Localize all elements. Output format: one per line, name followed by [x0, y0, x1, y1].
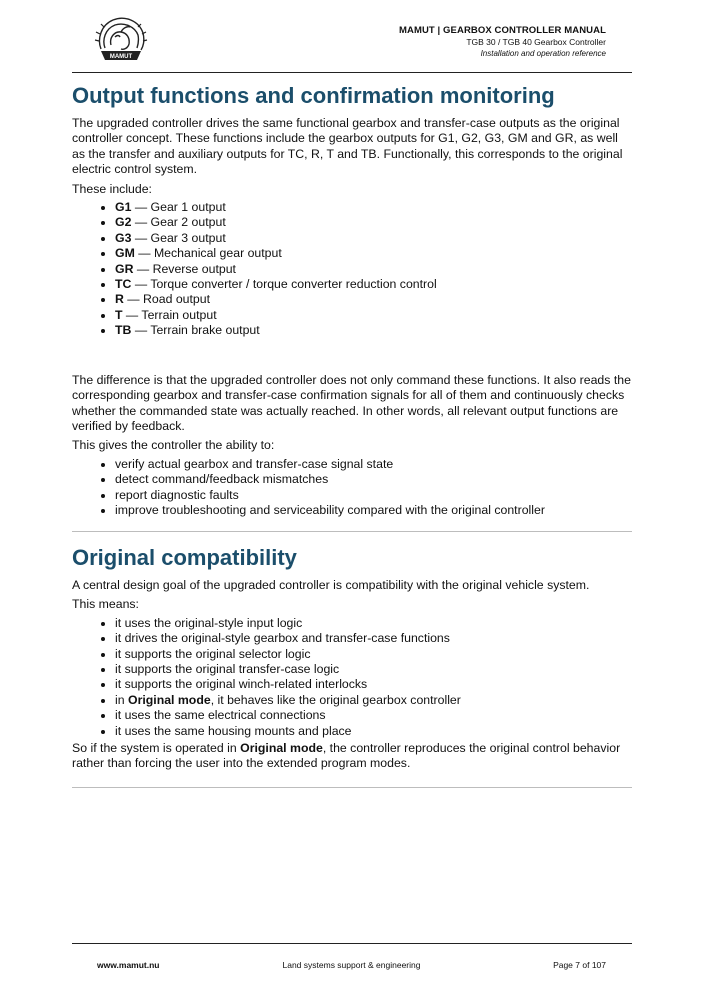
section-heading-output-functions: Output functions and confirmation monitoring	[72, 83, 555, 108]
list-item: • G1 — Gear 1 output	[115, 200, 632, 215]
list-item: • TB — Terrain brake output	[115, 323, 632, 338]
ability-intro: This gives the controller the ability to:	[72, 438, 275, 453]
section2-closing: So if the system is operated in Original mode, the controller reproduces the original control behavior rather than forcing the user into the extended program modes.	[72, 741, 621, 771]
list-item: • GR — Reverse output	[115, 262, 632, 277]
list-item: • detect command/feedback mismatches	[115, 472, 632, 487]
page-header	[399, 24, 606, 59]
ability-list	[72, 457, 632, 519]
list-item: • it uses the same housing mounts and place	[115, 724, 632, 739]
list-item: • improve troubleshooting and serviceability compared with the original controller	[115, 503, 632, 518]
footer-page-number: Page 7 of 107	[553, 960, 606, 970]
list-item: • verify actual gearbox and transfer-case signal state	[115, 457, 632, 472]
means-intro: This means:	[72, 597, 139, 612]
footer-website: www.mamut.nu	[97, 960, 160, 970]
section-heading-original-compatibility: Original compatibility	[72, 545, 297, 570]
compatibility-list	[72, 616, 632, 739]
header-note: Installation and operation reference	[480, 49, 606, 58]
footer-divider	[72, 943, 632, 944]
list-item: • GM — Mechanical gear output	[115, 246, 632, 261]
list-item: • it supports the original selector logic	[115, 647, 632, 662]
company-logo	[93, 15, 149, 63]
section1-intro: These include:	[72, 181, 152, 196]
header-divider	[72, 72, 632, 73]
logo-text: MAMUT	[109, 54, 133, 60]
list-item: • it uses the original-style input logic	[115, 616, 632, 631]
output-list	[72, 200, 632, 339]
page-content	[72, 82, 632, 518]
footer-center-text: Land systems support & engineering	[282, 960, 421, 970]
list-item: • G3 — Gear 3 output	[115, 231, 632, 246]
header-subtitle: TGB 30 / TGB 40 Gearbox Controller	[466, 37, 606, 47]
section1-paragraph-2: The difference is that the upgraded controller does not only command these functions. It also reads the corresponding gearbox and transfer-case confirmation signals for all of them and continuously checks whether the commanded state was actually reached. In other words, all relevant output functions are verified by feedback.	[72, 372, 631, 433]
section-divider	[72, 531, 632, 532]
list-item: • it supports the original transfer-case logic	[115, 662, 632, 677]
list-item: • TC — Torque converter / torque converter reduction control	[115, 277, 632, 292]
list-item: • R — Road output	[115, 292, 632, 307]
compatibility-section	[72, 544, 632, 772]
section2-paragraph-1: A central design goal of the upgraded controller is compatibility with the original vehicle system.	[72, 578, 590, 592]
list-item: • report diagnostic faults	[115, 488, 632, 503]
list-item: • it uses the same electrical connections	[115, 708, 632, 723]
list-item: • T — Terrain output	[115, 308, 632, 323]
list-item: • it drives the original-style gearbox and transfer-case functions	[115, 631, 632, 646]
header-title: MAMUT | GEARBOX CONTROLLER MANUAL	[398, 25, 606, 36]
list-item: • it supports the original winch-related interlocks	[115, 677, 632, 692]
list-item: • in Original mode, it behaves like the original gearbox controller	[115, 693, 632, 708]
section1-paragraph-1: The upgraded controller drives the same functional gearbox and transfer-case outputs as the original controller concept. These functions include the gearbox outputs for G1, G2, G3, GM and GR, as well as the transfer and auxiliary outputs for TC, R, T and TB. Functionally, this corresponds to the original electric control system.	[72, 116, 623, 177]
section-end-divider	[72, 787, 632, 788]
list-item: • G2 — Gear 2 output	[115, 215, 632, 230]
